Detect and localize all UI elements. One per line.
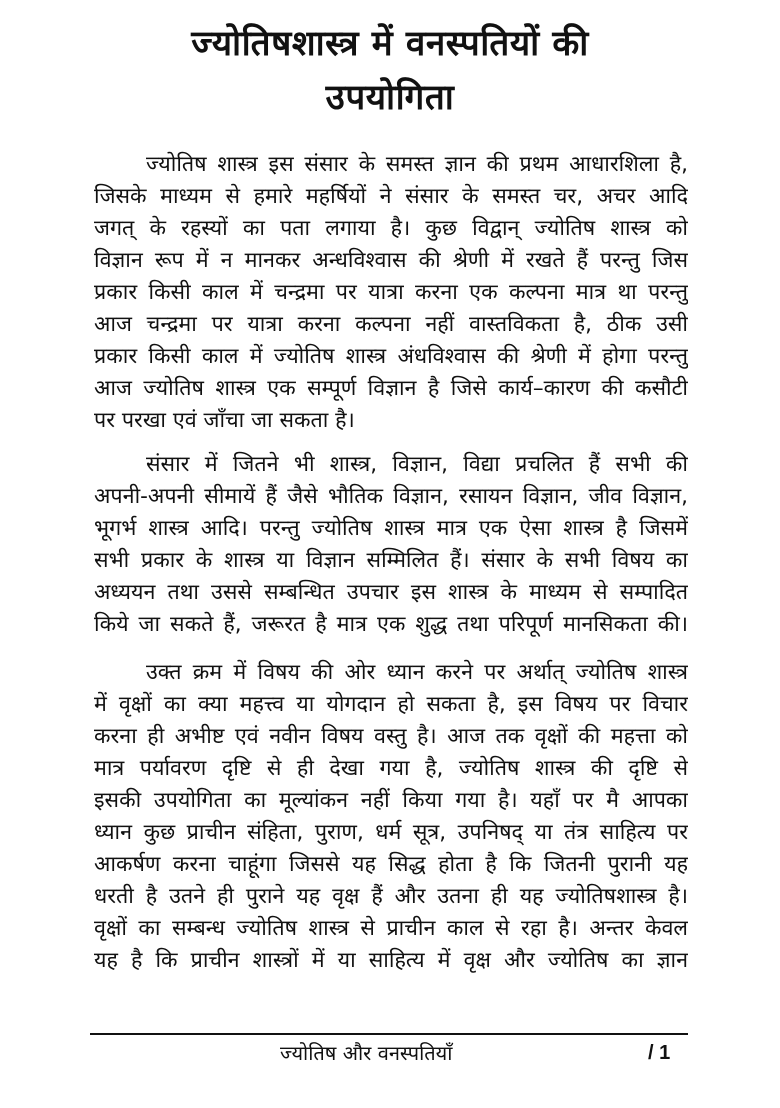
body-line: इसकी उपयोगिता का मूल्यांकन नहीं किया गया है। यहाँ पर मै आपका <box>94 788 688 813</box>
body-line: आकर्षण करना चाहूंगा जिससे यह सिद्ध होता है कि जितनी पुरानी यह <box>94 852 688 877</box>
body-line: ज्योतिष शास्त्र इस संसार के समस्त ज्ञान की प्रथम आधारशिला है, <box>146 152 688 177</box>
body-line: सभी प्रकार के शास्त्र या विज्ञान सम्मिलित हैं। संसार के सभी विषय का <box>94 548 688 573</box>
body-line: जिसके माध्यम से हमारे महर्षियों ने संसार के समस्त चर, अचर आदि <box>94 184 688 209</box>
body-line: में वृक्षों का क्या महत्त्व या योगदान हो सकता है, इस विषय पर विचार <box>94 692 688 717</box>
body-line: मात्र पर्यावरण दृष्टि से ही देखा गया है, ज्योतिष शास्त्र की दृष्टि से <box>94 756 688 781</box>
body-line: किये जा सकते हैं, जरूरत है मात्र एक शुद्ध तथा परिपूर्ण मानसिकता की। <box>94 612 688 637</box>
body-line: वृक्षों का सम्बन्ध ज्योतिष शास्त्र से प्राचीन काल से रहा है। अन्तर केवल <box>94 916 688 941</box>
page-number: / 1 <box>648 1042 671 1064</box>
body-line: पर परखा एवं जाँचा जा सकता है। <box>94 408 355 433</box>
body-line: यह है कि प्राचीन शास्त्रों में या साहित्य में वृक्ष और ज्योतिष का ज्ञान <box>94 948 688 973</box>
body-line: संसार में जितने भी शास्त्र, विज्ञान, विद्या प्रचलित हैं सभी की <box>146 452 688 477</box>
body-line: आज चन्द्रमा पर यात्रा करना कल्पना नहीं वास्तविकता है, ठीक उसी <box>94 312 688 337</box>
body-line: जगत् के रहस्यों का पता लगाया है। कुछ विद्वान् ज्योतिष शास्त्र को <box>94 216 688 241</box>
chapter-title-line-1: ज्योतिषशास्त्र में वनस्पतियों की <box>191 24 589 64</box>
body-line: करना ही अभीष्ट एवं नवीन विषय वस्तु है। आज तक वृक्षों की महत्ता को <box>94 724 688 749</box>
chapter-title-line-2: उपयोगिता <box>325 78 455 118</box>
body-line: ध्यान कुछ प्राचीन संहिता, पुराण, धर्म सूत्र, उपनिषद् या तंत्र साहित्य पर <box>94 820 688 845</box>
body-line: अध्ययन तथा उससे सम्बन्धित उपचार इस शास्त्र के माध्यम से सम्पादित <box>94 580 688 605</box>
body-line: अपनी-अपनी सीमायें हैं जैसे भौतिक विज्ञान, रसायन विज्ञान, जीव विज्ञान, <box>94 484 688 509</box>
body-line: भूगर्भ शास्त्र आदि। परन्तु ज्योतिष शास्त्र मात्र एक ऐसा शास्त्र है जिसमें <box>94 516 688 541</box>
body-line: आज ज्योतिष शास्त्र एक सम्पूर्ण विज्ञान है जिसे कार्य–कारण की कसौटी <box>94 376 688 401</box>
running-footer-title: ज्योतिष और वनस्पतियाँ <box>280 1041 453 1065</box>
body-line: धरती है उतने ही पुराने यह वृक्ष हैं और उतना ही यह ज्योतिषशास्त्र है। <box>94 884 688 909</box>
body-line: उक्त क्रम में विषय की ओर ध्यान करने पर अर्थात् ज्योतिष शास्त्र <box>146 660 688 685</box>
footer-divider <box>90 1033 688 1035</box>
body-line: प्रकार किसी काल में चन्द्रमा पर यात्रा करना एक कल्पना मात्र था परन्तु <box>94 280 688 305</box>
body-line: प्रकार किसी काल में ज्योतिष शास्त्र अंधविश्वास की श्रेणी में होगा परन्तु <box>94 344 688 369</box>
body-line: विज्ञान रूप में न मानकर अन्धविश्वास की श्रेणी में रखते हैं परन्तु जिस <box>94 248 688 273</box>
